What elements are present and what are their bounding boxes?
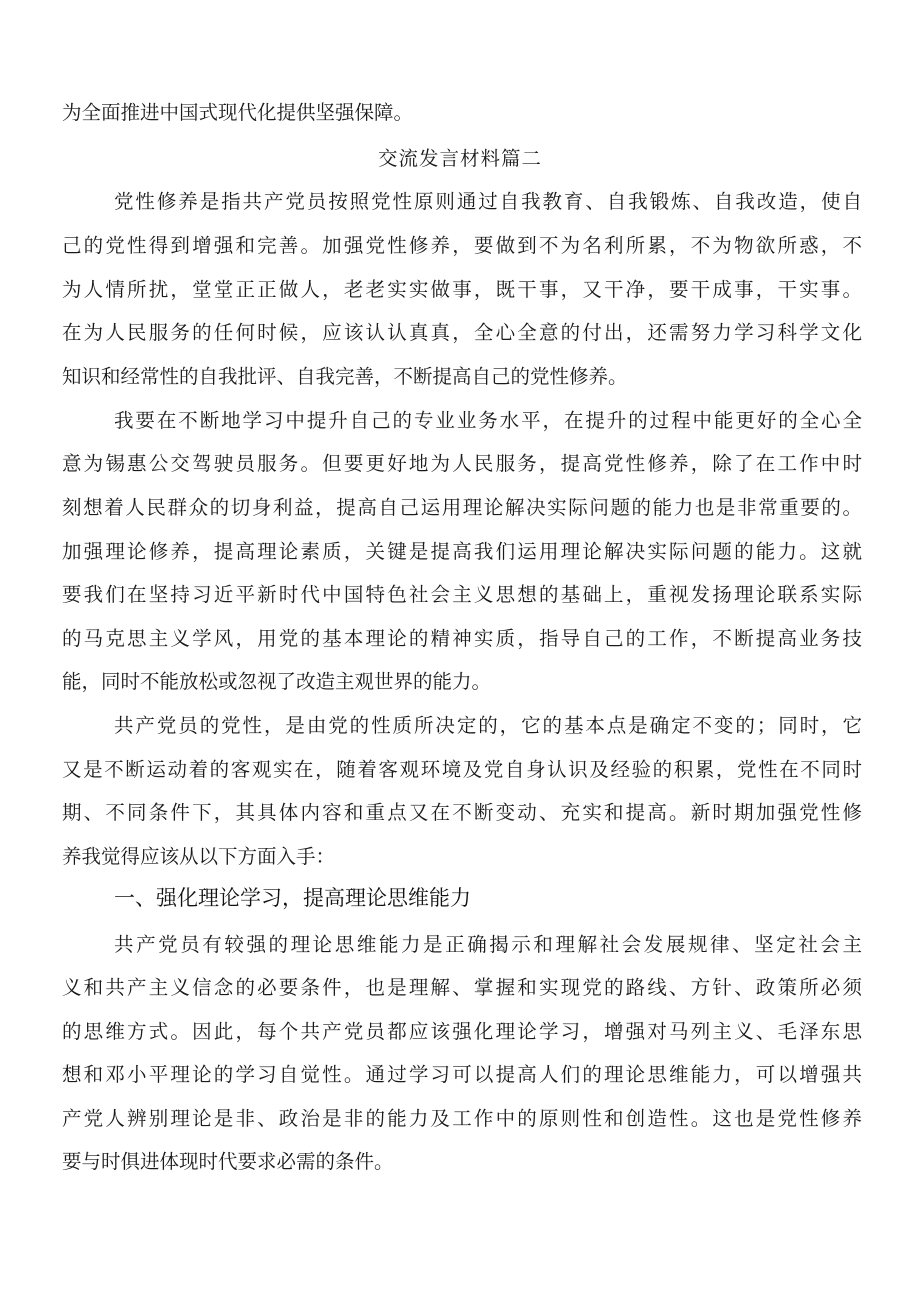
paragraph-line: 期、不同条件下，其具体内容和重点又在不断变动、充实和提高。新时期加强党性修	[62, 801, 862, 824]
paragraph-line: 党性修养是指共产党员按照党性原则通过自我教育、自我锻炼、自我改造，使自	[114, 190, 862, 213]
paragraph-line: 意为锡惠公交驾驶员服务。但要更好地为人民服务，提高党性修养，除了在工作中时	[62, 452, 862, 475]
opening-line: 为全面推进中国式现代化提供坚强保障。	[62, 101, 414, 124]
paragraph-line: 的思维方式。因此，每个共产党员都应该强化理论学习，增强对马列主义、毛泽东思	[62, 1020, 862, 1043]
paragraph-line: 又是不断运动着的客观实在，随着客观环境及党自身认识及经验的积累，党性在不同时	[62, 758, 862, 781]
paragraph-line: 加强理论修养，提高理论素质，关键是提高我们运用理论解决实际问题的能力。这就	[62, 540, 862, 563]
paragraph-line: 我要在不断地学习中提升自己的专业业务水平，在提升的过程中能更好的全心全	[114, 409, 862, 432]
paragraph-line: 刻想着人民群众的切身利益，提高自己运用理论解决实际问题的能力也是非常重要的。	[62, 496, 862, 519]
section-heading: 一、强化理论学习，提高理论思维能力	[114, 886, 471, 910]
paragraph-line: 要我们在坚持习近平新时代中国特色社会主义思想的基础上，重视发扬理论联系实际	[62, 583, 862, 606]
paragraph-line: 养我觉得应该从以下方面入手：	[62, 845, 336, 868]
paragraph-line: 共产党员的党性，是由党的性质所决定的，它的基本点是确定不变的；同时，它	[114, 714, 862, 737]
paragraph-line: 知识和经常性的自我批评、自我完善，不断提高自己的党性修养。	[62, 365, 628, 388]
paragraph-line: 义和共产主义信念的必要条件，也是理解、掌握和实现党的路线、方针、政策所必须	[62, 976, 862, 999]
paragraph-line: 能，同时不能放松或忽视了改造主观世界的能力。	[62, 670, 492, 693]
section-title: 交流发言材料篇二	[377, 147, 542, 170]
paragraph-line: 产党人辨别理论是非、政治是非的能力及工作中的原则性和创造性。这也是党性修养	[62, 1107, 862, 1130]
paragraph-line: 要与时俱进体现时代要求必需的条件。	[62, 1150, 394, 1173]
paragraph-line: 为人情所扰，堂堂正正做人，老老实实做事，既干事，又干净，要干成事，干实事。	[62, 278, 862, 301]
paragraph-line: 己的党性得到增强和完善。加强党性修养，要做到不为名利所累，不为物欲所惑，不	[62, 234, 862, 257]
paragraph-line: 共产党员有较强的理论思维能力是正确揭示和理解社会发展规律、坚定社会主	[114, 933, 862, 956]
paragraph-line: 的马克思主义学风，用党的基本理论的精神实质，指导自己的工作，不断提高业务技	[62, 627, 862, 650]
paragraph-line: 想和邓小平理论的学习自觉性。通过学习可以提高人们的理论思维能力，可以增强共	[62, 1063, 862, 1086]
paragraph-line: 在为人民服务的任何时候，应该认认真真，全心全意的付出，还需努力学习科学文化	[62, 321, 862, 344]
